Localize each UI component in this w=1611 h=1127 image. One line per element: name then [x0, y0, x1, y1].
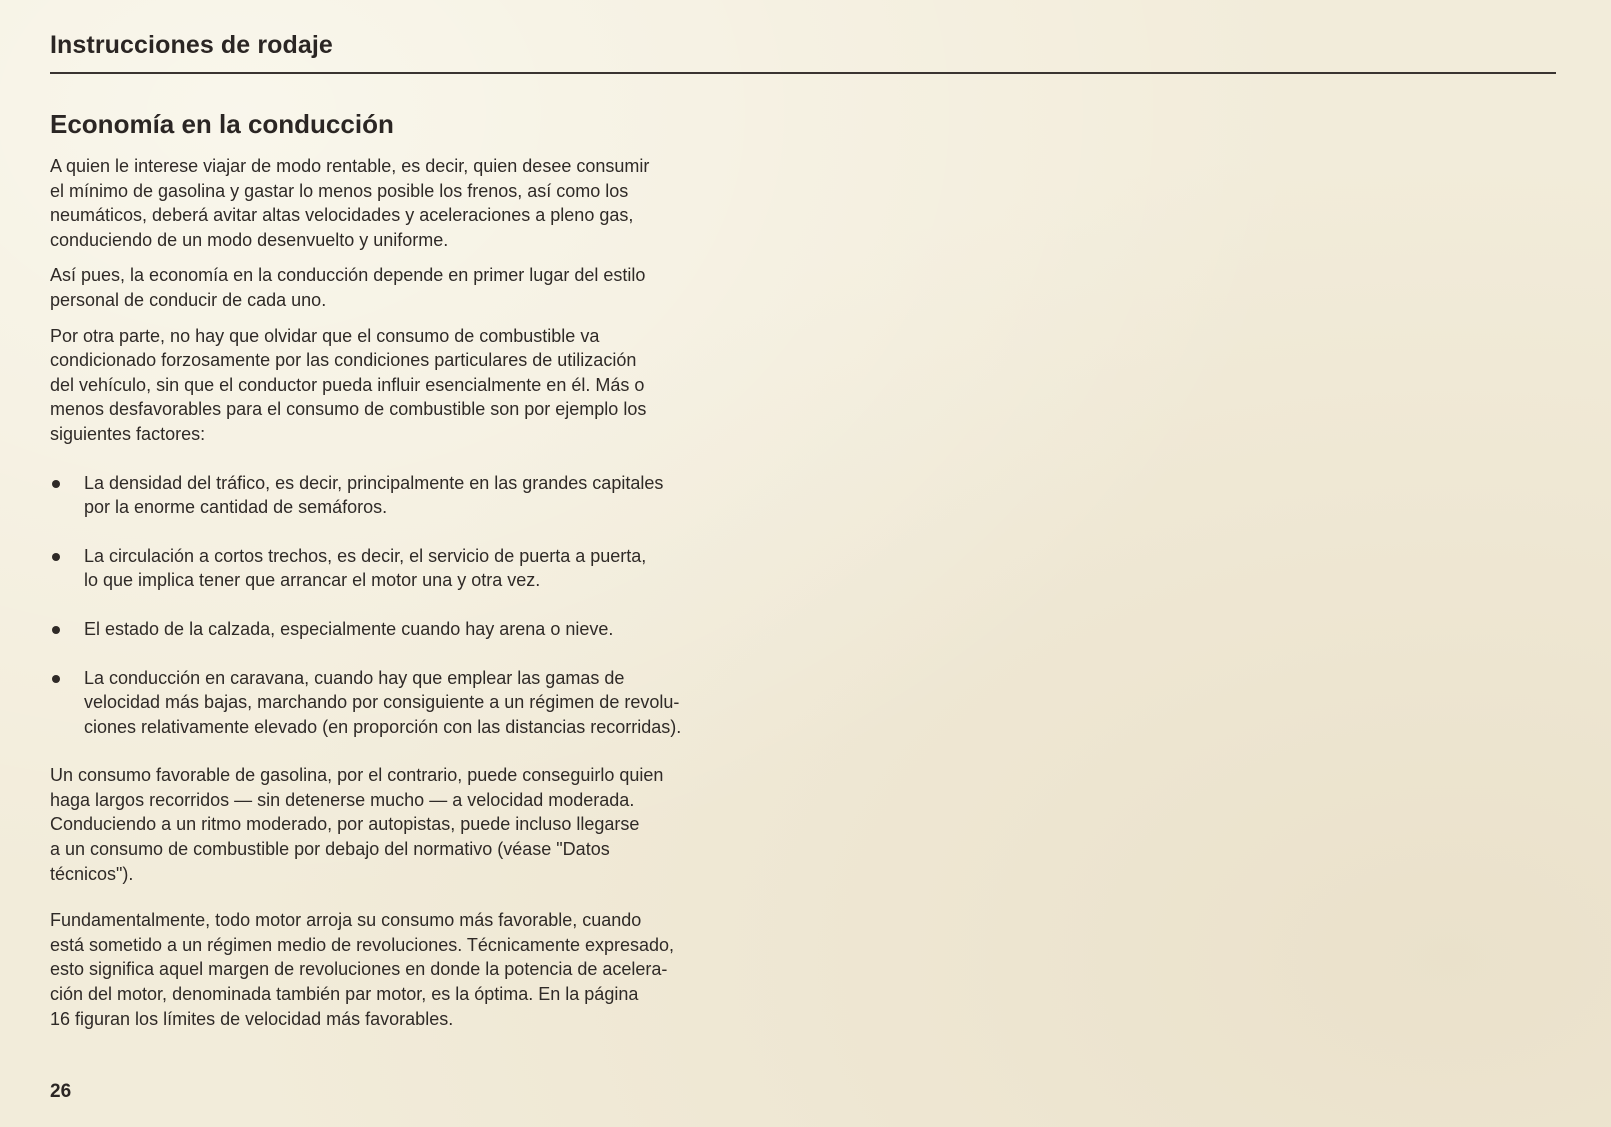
text-line: 16 figuran los límites de velocidad más favorables.	[50, 1008, 454, 1029]
text-line: está sometido a un régimen medio de revoluciones. Técnicamente expresado,	[50, 934, 675, 955]
bullet-dot-icon	[52, 553, 60, 561]
text-line: Conduciendo a un ritmo moderado, por autopistas, puede incluso llegarse	[50, 814, 640, 835]
list-item	[50, 666, 830, 740]
text-line: siguientes factores:	[50, 423, 206, 444]
text-line: neumáticos, deberá avitar altas velocidades y aceleraciones a pleno gas,	[50, 205, 634, 226]
text-line: La densidad del tráfico, es decir, principalmente en las grandes capitales	[84, 472, 664, 493]
text-line: haga largos recorridos — sin detenerse mucho — a velocidad moderada.	[50, 789, 635, 810]
bullet-dot-icon	[52, 675, 60, 683]
text-line: por la enorme cantidad de semáforos.	[84, 497, 388, 518]
paragraph-style	[50, 263, 830, 312]
text-line: menos desfavorables para el consumo de combustible son por ejemplo los	[50, 399, 647, 420]
text-line: técnicos").	[50, 863, 134, 884]
text-line: personal de conducir de cada uno.	[50, 289, 327, 310]
text-line: Así pues, la economía en la conducción depende en primer lugar del estilo	[50, 265, 646, 286]
list-item	[50, 471, 830, 520]
text-line: Por otra parte, no hay que olvidar que el consumo de combustible va	[50, 325, 600, 346]
text-line: Un consumo favorable de gasolina, por el contrario, puede conseguirlo quien	[50, 765, 664, 786]
bullet-dot-icon	[52, 480, 60, 488]
text-line: ción del motor, denominada también par motor, es la óptima. En la página	[50, 984, 639, 1005]
paragraph-engine	[50, 908, 830, 1031]
text-line: ciones relativamente elevado (en proporción con las distancias recorridas).	[84, 716, 682, 737]
text-line: el mínimo de gasolina y gastar lo menos posible los frenos, así como los	[50, 180, 629, 201]
page-number: 26	[50, 1081, 72, 1102]
text-line: Fundamentalmente, todo motor arroja su consumo más favorable, cuando	[50, 910, 642, 931]
factor-list	[50, 471, 830, 740]
text-line: esto significa aquel margen de revoluciones en donde la potencia de acelera-	[50, 959, 668, 980]
list-item	[50, 617, 830, 642]
text-line: del vehículo, sin que el conductor pueda influir esencialmente en él. Más o	[50, 374, 645, 395]
text-line: velocidad más bajas, marchando por consiguiente a un régimen de revolu-	[84, 692, 680, 713]
text-line: El estado de la calzada, especialmente cuando hay arena o nieve.	[84, 618, 614, 639]
paragraph-intro	[50, 154, 830, 252]
paragraph-favorable	[50, 763, 830, 886]
paragraph-factors	[50, 324, 830, 447]
text-line: La circulación a cortos trechos, es decir, el servicio de puerta a puerta,	[84, 545, 647, 566]
running-header: Instrucciones de rodaje	[50, 31, 333, 59]
section-title: Economía en la conducción	[50, 109, 394, 139]
text-line: La conducción en caravana, cuando hay que emplear las gamas de	[84, 667, 625, 688]
list-item	[50, 544, 830, 593]
body-column	[50, 154, 830, 1042]
text-line: A quien le interese viajar de modo rentable, es decir, quien desee consumir	[50, 156, 650, 176]
text-line: a un consumo de combustible por debajo del normativo (véase "Datos	[50, 839, 610, 860]
header-rule	[50, 72, 1556, 74]
text-line: conduciendo de un modo desenvuelto y uniforme.	[50, 229, 449, 250]
text-line: lo que implica tener que arrancar el motor una y otra vez.	[84, 570, 541, 591]
text-line: condicionado forzosamente por las condiciones particulares de utilización	[50, 350, 637, 371]
bullet-dot-icon	[52, 626, 60, 634]
